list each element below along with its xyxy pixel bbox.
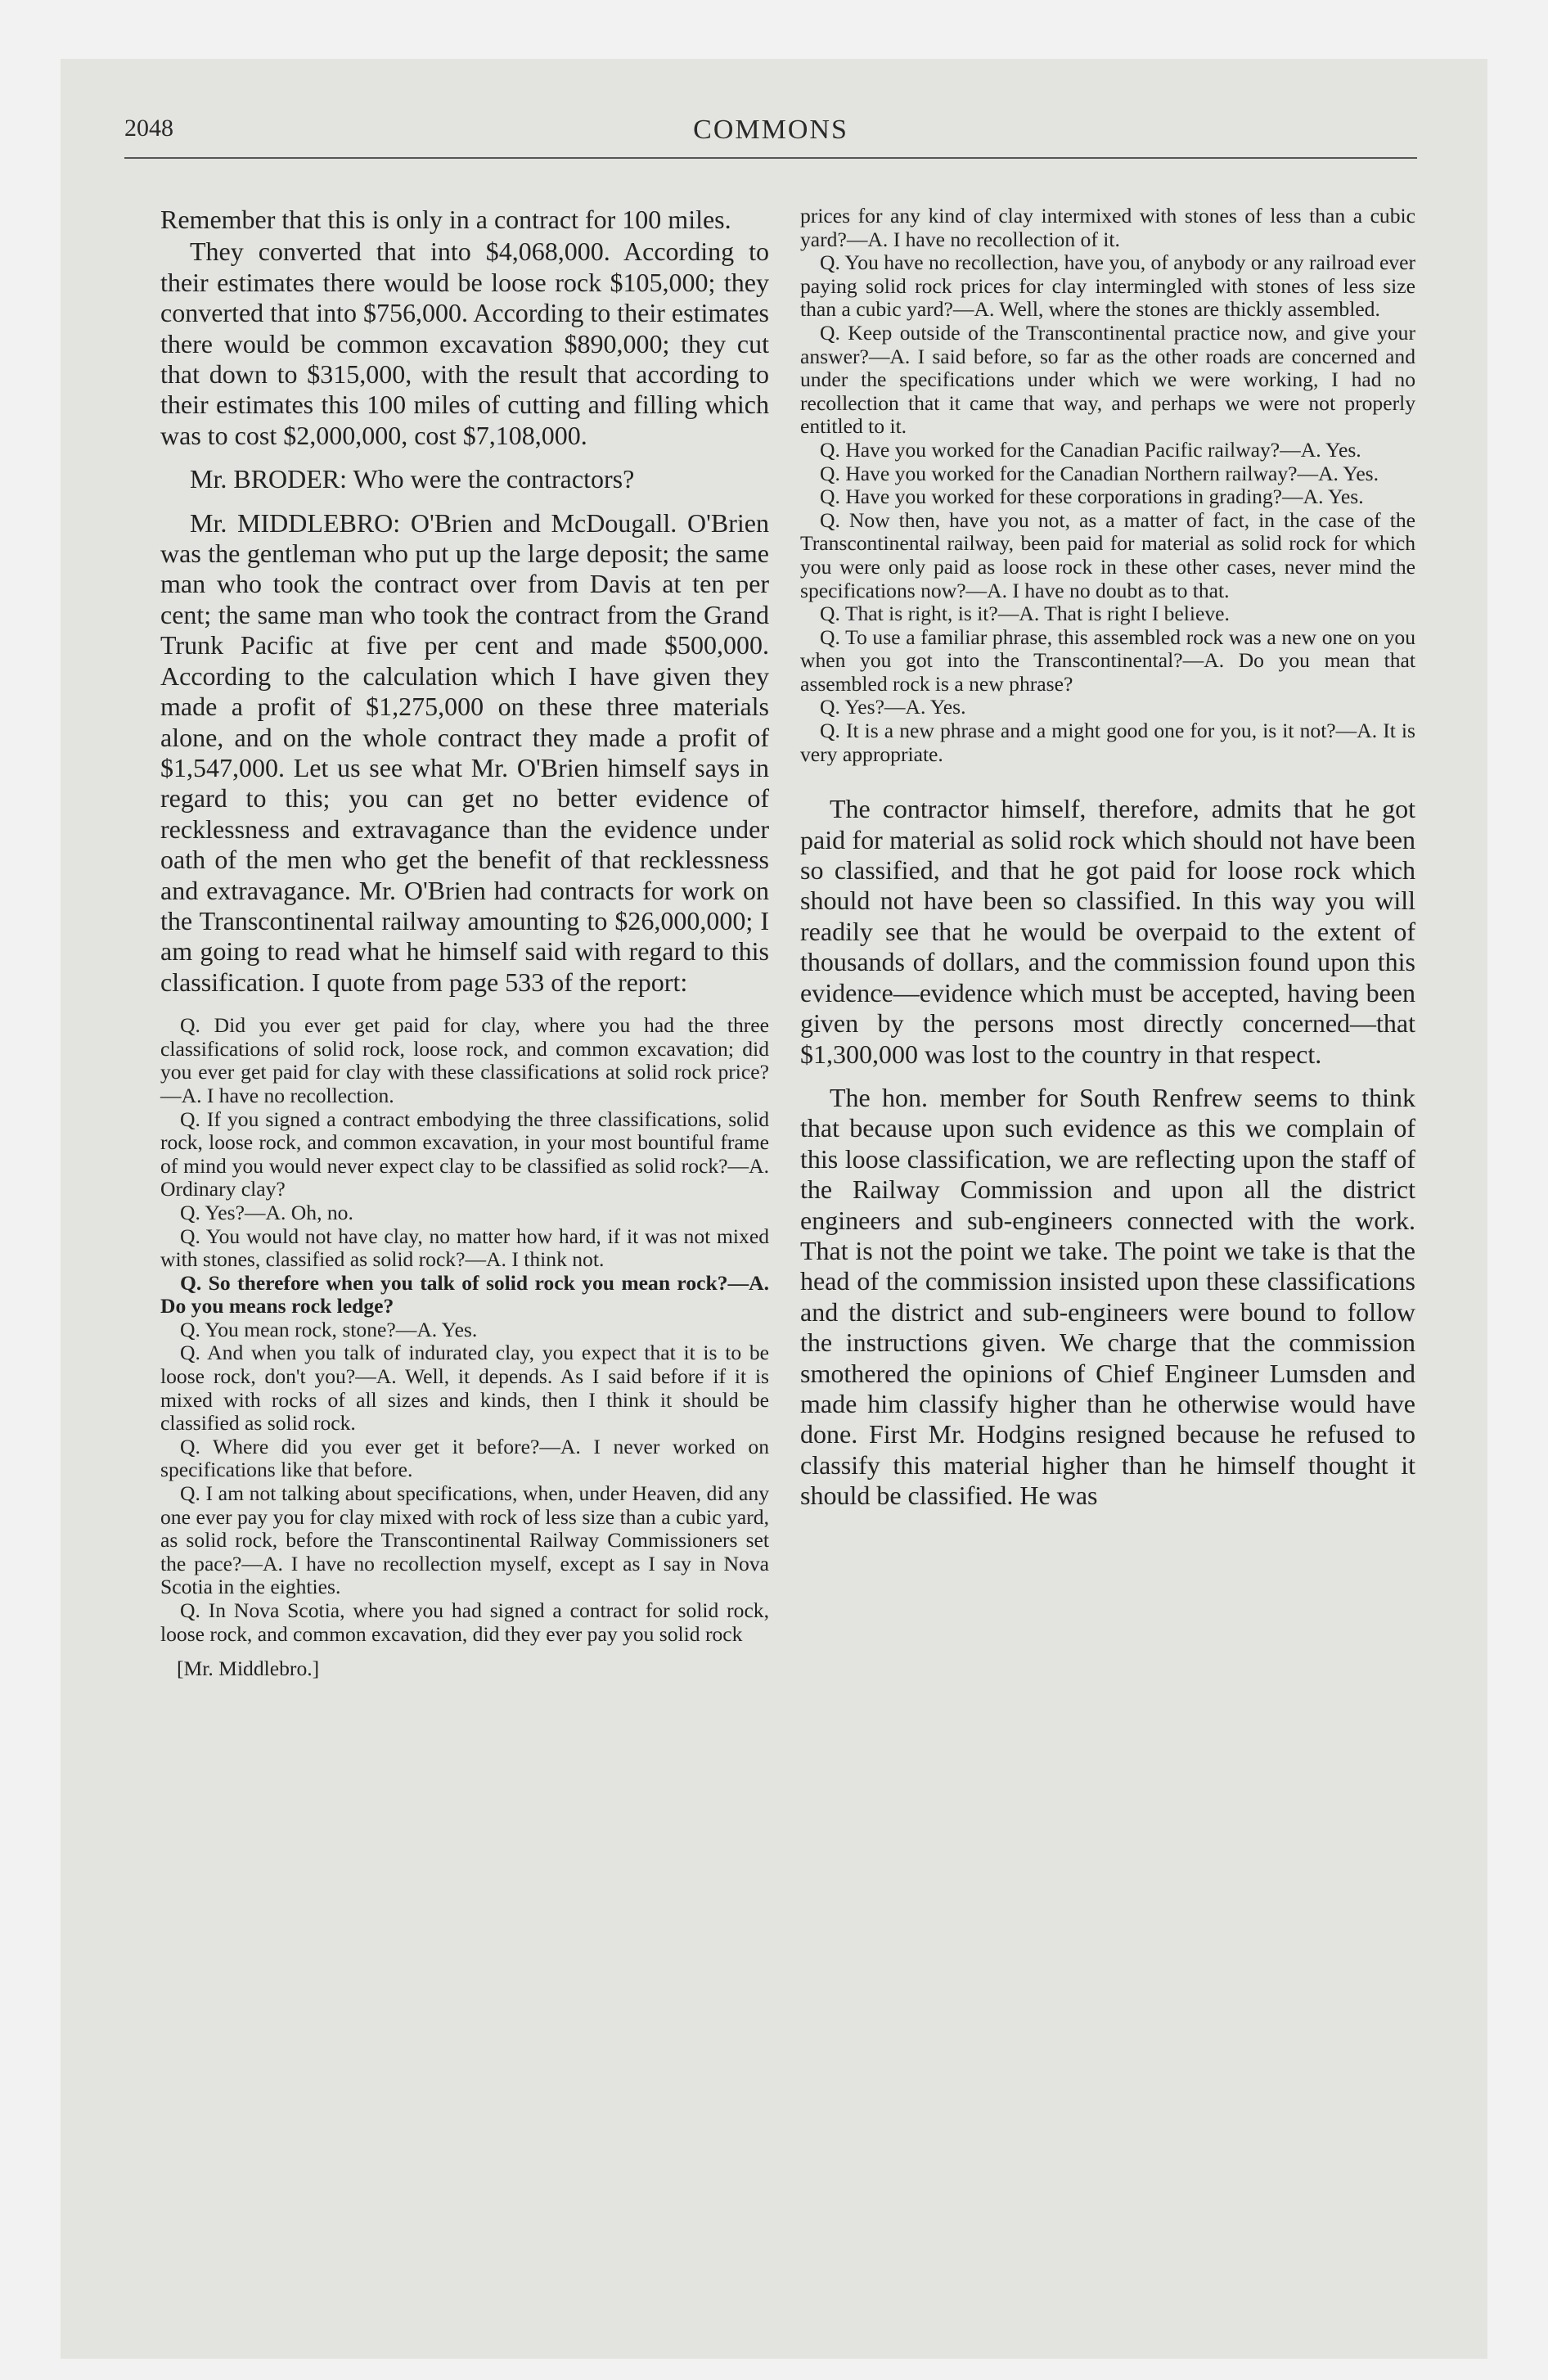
quote-line: Q. You have no recollection, have you, of anybody or any railroad ever paying solid rock prices for clay intermingled with stones of less size than a cubic yard?—A. Well, where the stones are thickly assembled. <box>800 250 1415 322</box>
quote-line: Q. Keep outside of the Transcontinental practice now, and give your answer?—A. I said before, so far as the other roads are concerned and under the specifications under which we were working, I had no recollection that it came that way, and perhaps we were not properly entitled to it. <box>800 320 1415 439</box>
paragraph: Remember that this is only in a contract for 100 miles. <box>160 205 731 234</box>
paragraph: Mr. MIDDLEBRO: O'Brien and McDougall. O'Brien was the gentleman who put up the large deposit; the same man who took the contract over from Davis at ten per cent; the same man who took the contract from the Grand Trunk Pacific at five per cent and made $500,000. According to the calculation which I have given they made a profit of $1,275,000 on these three materials alone, and on the whole contract they made a profit of $1,547,000. Let us see what Mr. O'Brien himself says in regard to this; you can get no better evidence of recklessness and extravagance than the evidence under oath of the men who get the benefit of that recklessness and extravagance. Mr. O'Brien had contracts for work on the Transcontinental railway amounting to $26,000,000; I am going to read what he himself said with regard to this classification. I quote from page 533 of the report: <box>160 507 769 997</box>
right-column <box>800 205 1415 1513</box>
paragraph: Mr. BRODER: Who were the contractors? <box>190 464 635 494</box>
quote-line: Q. You mean rock, stone?—A. Yes. <box>180 1317 478 1341</box>
paragraph: The hon. member for South Renfrew seems to think that because upon such evidence as this we complain of this loose classification, we are reflecting upon the staff of the Railway Commission and upon all the district engineers and sub-engineers connected with the work. That is not the point we take. The point we take is that the head of the commission insisted upon these classifications and the district and sub-engineers were bound to follow the instructions given. We charge that the commission smothered the opinions of Chief Engineer Lumsden and made him classify higher than he otherwise would have done. First Mr. Hodgins resigned because he refused to classify this material higher than he himself thought it should be classified. He was <box>800 1082 1415 1511</box>
quote-line: Q. Have you worked for the Canadian Northern railway?—A. Yes. <box>820 461 1379 485</box>
quote-line: Q. Did you ever get paid for clay, where you had the three classifications of solid rock, loose rock, and common excavation; did you ever get paid for clay with these classifications at solid rock price?—A. I have no recollection. <box>160 1013 769 1107</box>
paragraph: The contractor himself, therefore, admits that he got paid for material as solid rock which should not have been so classified, and that he got paid for loose rock which should not have been so classified. In this way you will readily see that he would be overpaid to the extent of thousands of dollars, and the commission found upon this evidence—evidence which must be accepted, having been given by the persons most directly concerned—that $1,300,000 was lost to the country in that respect. <box>800 794 1415 1069</box>
running-head: COMMONS <box>693 115 848 145</box>
page-number: 2048 <box>124 115 173 142</box>
quote-line: Q. You would not have clay, no matter how hard, if it was not mixed with stones, classified as solid rock?—A. I think not. <box>160 1224 769 1272</box>
quote-line: Q. If you signed a contract embodying the three classifications, solid rock, loose rock, and common excavation, in your most bountiful frame of mind you would never expect clay to be classified as solid rock?—A. Ordinary clay? <box>160 1107 769 1201</box>
page-header <box>124 115 1417 160</box>
quote-line: Q. Now then, have you not, as a matter of fact, in the case of the Transcontinental railway, been paid for material as solid rock for which you were only paid as loose rock in these other cases, never mind the specifications now?—A. I have no doubt as to that. <box>800 507 1415 602</box>
header-rule <box>124 157 1417 159</box>
quote-line: prices for any kind of clay intermixed with stones of less than a cubic yard?—A. I have no recollection of it. <box>800 204 1415 251</box>
quote-line: Q. Where did you ever get it before?—A. I never worked on specifications like that before. <box>160 1434 769 1482</box>
quote-line: Q. In Nova Scotia, where you had signed a contract for solid rock, loose rock, and common excavation, did they ever pay you solid rock <box>160 1598 769 1646</box>
quote-line: Q. Have you worked for the Canadian Pacific railway?—A. Yes. <box>820 437 1361 462</box>
quote-line: Q. It is a new phrase and a might good one for you, is it not?—A. It is very appropriate. <box>800 719 1415 766</box>
testimony-quote-continued <box>800 205 1415 766</box>
left-column <box>160 205 769 1680</box>
paragraph: They converted that into $4,068,000. According to their estimates there would be loose rock $105,000; they converted that into $756,000. According to their estimates there would be common excavation $890,000; they cut that down to $315,000, with the result that according to their estimates this 100 miles of cutting and filling which was to cost $2,000,000, cost $7,108,000. <box>160 237 769 450</box>
quote-line: Q. To use a familiar phrase, this assembled rock was a new one on you when you got into the Transcontinental?—A. Do you mean that assembled rock is a new phrase? <box>800 624 1415 696</box>
quote-line: Q. I am not talking about specifications, when, under Heaven, did any one ever pay you for clay mixed with rock of less size than a cubic yard, as solid rock, before the Transcontinental Railway Commissioners set the pace?—A. I have no recollection myself, except as I say in Nova Scotia in the eighties. <box>160 1481 769 1599</box>
speaker-tag: [Mr. Middlebro.] <box>177 1657 320 1681</box>
testimony-quote <box>160 1014 769 1646</box>
quote-line: Q. And when you talk of indurated clay, you expect that it is to be loose rock, don't you?—A. Well, it depends. As I said before if it is mixed with rocks of all sizes and kinds, then I think it should be classified as solid rock. <box>160 1341 769 1436</box>
quote-line: Q. Yes?—A. Oh, no. <box>180 1200 353 1224</box>
quote-line: Q. Have you worked for these corporations in grading?—A. Yes. <box>820 485 1364 509</box>
quote-line: Q. Yes?—A. Yes. <box>820 695 966 719</box>
quote-line: Q. That is right, is it?—A. That is right I believe. <box>820 602 1230 626</box>
quote-line: Q. So therefore when you talk of solid rock you mean rock?—A. Do you means rock ledge? <box>160 1270 769 1318</box>
